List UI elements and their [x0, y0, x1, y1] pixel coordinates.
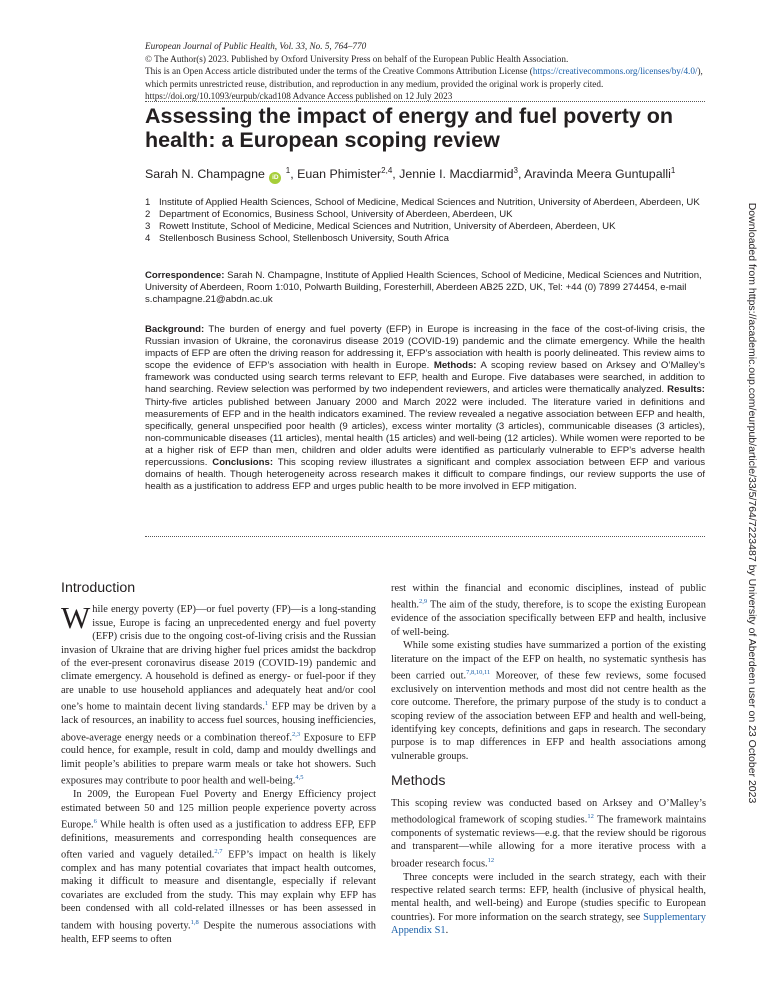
paragraph-text: The aim of the study, therefore, is to scope the existing European evidence of the association specifically between EFP and health, inclusive of well-being. [391, 599, 706, 638]
left-column [61, 582, 376, 946]
intro-paragraph-1 [61, 600, 376, 788]
doi-line[interactable]: https://doi.org/10.1093/eurpub/ckad108 Advance Access published on 12 July 2023 [145, 91, 453, 102]
license-line [145, 65, 715, 78]
citation-ref[interactable]: 2,9 [419, 598, 428, 606]
paragraph-text: While health is often used as a justification to address EFP, EFP definitions, measurements and corresponding health consequences are often varied and vaguely detailed. [61, 819, 376, 861]
abstract-results-label: Results: [667, 384, 705, 396]
affiliation-text: Department of Economics, Business School, University of Aberdeen, Aberdeen, UK [159, 209, 513, 220]
top-divider [145, 101, 705, 102]
citation-ref[interactable]: 12 [487, 856, 495, 864]
affiliation-number: 2 [145, 209, 151, 220]
citation-ref[interactable]: 1,8 [190, 918, 199, 926]
section-heading-methods: Methods [391, 773, 446, 790]
paragraph-text: Moreover, of these few reviews, some focused exclusively on intervention methods and most did not centre health as the core outcome. Therefore, the primary purpose of the study is to conduct a scoping review of the association between EFP and health and well-being, identifying key concepts, definitions and gaps in research. The secondary purpose is to map differences in EFP and health associations among vulnerable groups. [391, 670, 706, 762]
affiliation-item [145, 233, 710, 245]
orcid-icon[interactable]: iD [269, 172, 281, 184]
license-line-2: which permits unrestricted reuse, distribution, and reproduction in any medium, provided the original work is properly cited. [145, 78, 604, 89]
citation-ref[interactable]: 12 [587, 813, 594, 821]
copyright-line: © The Author(s) 2023. Published by Oxford University Press on behalf of the European Public Health Association. [145, 53, 569, 64]
citation-ref[interactable]: 7,8,10,11 [466, 668, 491, 676]
drop-cap: W [61, 600, 91, 636]
abstract [145, 324, 705, 493]
affiliation-list [145, 197, 710, 245]
affiliation-item [145, 197, 710, 209]
correspondence [145, 270, 710, 306]
author-name[interactable]: Jennie I. Macdiarmid [399, 167, 514, 182]
intro-paragraph-3 [391, 582, 706, 639]
author-affiliation-marker: 1 [670, 166, 676, 175]
paragraph-text: EFP may be driven by a lack of resources, an inability to access fuel sources, housing inefficiencies, above-average energy needs or a combination thereof. [61, 701, 376, 743]
paragraph-text: While some existing studies have summarized a portion of the existing literature on the impact of the EFP on health, no systematic synthesis has been carried out. [391, 640, 706, 682]
paragraph-text: This scoping review was conducted based on Arksey and O’Malley’s methodological framework of scoping studies. [391, 797, 706, 826]
paragraph-text: Exposure to EFP could hence, for example, result in cold, damp and mouldy dwellings and limit people’s abilities to prepare warm meals or take hot showers. Such exposures may contribute to poor health and well-being. [61, 732, 376, 787]
affiliation-item [145, 221, 710, 233]
license-text-end: ), [697, 66, 703, 77]
license-text: This is an Open Access article distributed under the terms of the Creative Commons Attribution License ( [145, 66, 533, 77]
affiliation-number: 4 [145, 233, 151, 244]
paragraph-text: Three concepts were included in the search strategy, each with their respective related search terms: EFP, health (inclusive of physical health, mental health, and well-being) and Europe (studies specific to European countries). For more information on the search strategy, see [391, 871, 706, 923]
citation-ref[interactable]: 6 [93, 817, 97, 825]
paragraph-text: EFP’s impact on health is likely complex and has many potential covariates that impact health outcomes, making it difficult to measure and disentangle, especially if relevant covariates are excluded from the study. This may explain why EFP has been condensed with all cold-related illnesses or has been assessed in tandem with housing poverty. [61, 849, 376, 932]
citation-ref[interactable]: 4,5 [295, 774, 304, 782]
abstract-methods-label: Methods: [433, 360, 477, 372]
abstract-methods: A scoping review based on Arksey and O’Malley’s framework was conducted using search terms relevant to EFP, health and Europe. Five databases were searched, in addition to hand searching. Review selection was performed by two independent reviewers, and articles were thematically analyzed. [145, 360, 705, 396]
article-metadata [145, 40, 715, 103]
download-sidebar [744, 202, 760, 803]
paragraph-text: The framework maintains components of systematic reviews—e.g. that the review should be rigorous and transparent—while allowing for a more iterative process with a broader research focus. [391, 814, 706, 870]
abstract-conclusions-label: Conclusions: [212, 457, 274, 469]
affiliation-number: 3 [145, 221, 151, 232]
paragraph-text: hile energy poverty (EP)—or fuel poverty (FP)—is a long-standing issue, Europe is facing an unprecedented energy and fuel poverty (EFP) crisis due to the ongoing cost-of-living crisis and the Russian invasion of Ukraine that are driving higher fuel prices amidst the backdrop of the ever-present coronavirus disease 2019 (COVID-19) pandemic and climate emergency. A household is defined as energy- or fuel-poor if they are unable to use household appliances and adequately heat and/or cool one’s home to maintain decent living standards. [61, 604, 376, 713]
methods-paragraph-1 [391, 797, 706, 871]
abstract-results: Thirty-five articles published between January 2000 and March 2022 were included. The literature varied in definitions and measurements of EFP and in the health indicators examined. The review revealed a negative association between EFP and health, specifically, general unspecified poor health (9 articles), excess winter mortality (3 articles), communicable diseases (3 articles), non-communicable diseases (11 articles), mental health (15 articles) and well-being (12 articles). While women were reported to be at a higher risk of EFP than men, children and older adults were identified as particularly vulnerable to EFP’s adverse health repercussions. [145, 396, 705, 469]
affiliation-text: Rowett Institute, School of Medicine, Medical Sciences and Nutrition, University of Aberdeen, Aberdeen, UK [159, 221, 616, 232]
methods-paragraph-2 [391, 871, 706, 938]
paragraph-text: In 2009, the European Fuel Poverty and Energy Efficiency project estimated between 50 and 125 million people experience poverty across Europe. [61, 789, 376, 831]
section-heading-introduction: Introduction [61, 580, 136, 596]
supplementary-link[interactable]: Supplementary Appendix S1 [391, 911, 706, 937]
author-list: Sarah N. Champagne iD $^1$, Euan Phimister$^{2,4}$, Jennie I. Macdiarmid$^3$, Aravinda Meera Guntupalli$^1$ [145, 166, 725, 184]
journal-citation: European Journal of Public Health, Vol. 33, No. 5, 764–770 [145, 41, 367, 51]
download-note: Downloaded from https://academic.oup.com/eurpub/article/33/5/764/7223487 by University of Aberdeen user on 23 October 2023 [746, 202, 758, 803]
citation-ref[interactable]: 2,3 [291, 730, 301, 738]
author-name[interactable]: Aravinda Meera Guntupalli [524, 167, 671, 182]
intro-paragraph-4 [391, 639, 706, 763]
affiliation-text: Stellenbosch Business School, Stellenbosch University, South Africa [159, 233, 449, 244]
author-name[interactable]: Sarah N. Champagne [145, 167, 265, 182]
author-name[interactable]: Euan Phimister [297, 167, 382, 182]
abstract-background-label: Background: [145, 324, 205, 335]
author-affiliation-marker: 1 [285, 166, 291, 175]
correspondence-text: Sarah N. Champagne, Institute of Applied Health Sciences, School of Medicine, Medical Sciences and Nutrition, University of Aberdeen, Room 1:010, Polwarth Building, Foresterhill, Aberdeen AB25 2ZD, UK, Tel: +44 (0) 7899 274454, e-mail s.champagne.21@abdn.ac.uk [145, 270, 702, 305]
correspondence-label: Correspondence: [145, 270, 225, 281]
affiliation-number: 1 [145, 197, 151, 208]
license-link[interactable]: https://creativecommons.org/licenses/by/4.0/ [532, 66, 698, 77]
abstract-conclusions: This scoping review illustrates a significant and complex association between EFP and various domains of health. Though heterogeneity across research makes it difficult to compare findings, our review supports the use of health as a justification to address EFP and urges public health to be more involved in EFP mitigation. [145, 457, 705, 493]
citation-ref[interactable]: 1 [264, 700, 269, 708]
abstract-background: The burden of energy and fuel poverty (EFP) in Europe is increasing in the face of the cost-of-living crisis, the Russian invasion of Ukraine, the coronavirus disease 2019 (COVID-19) pandemic and the climate emergency. While the health impacts of EFP are often the driving reason for addressing it, EFP’s association with health is poorly delineated. This review aims to scope the evidence of EFP’s association with health in Europe. [145, 324, 705, 372]
intro-paragraph-2 [61, 788, 376, 946]
right-column [391, 582, 706, 938]
author-affiliation-marker: 2,4 [381, 166, 393, 175]
paragraph-text: . [445, 925, 449, 937]
author-affiliation-marker: 3 [513, 166, 518, 175]
paragraph-text: Despite the numerous associations with health, EFP seems to often [61, 920, 376, 945]
article-title: Assessing the impact of energy and fuel poverty on health: a European scoping review [145, 104, 674, 152]
paragraph-text: rest within the financial and economic disciplines, instead of public health. [391, 583, 706, 611]
citation-ref[interactable]: 2,7 [214, 848, 223, 856]
affiliation-item [145, 209, 710, 221]
abstract-bottom-divider [145, 536, 705, 537]
affiliation-text: Institute of Applied Health Sciences, School of Medicine, Medical Sciences and Nutrition, University of Aberdeen, Aberdeen, UK [159, 197, 700, 208]
